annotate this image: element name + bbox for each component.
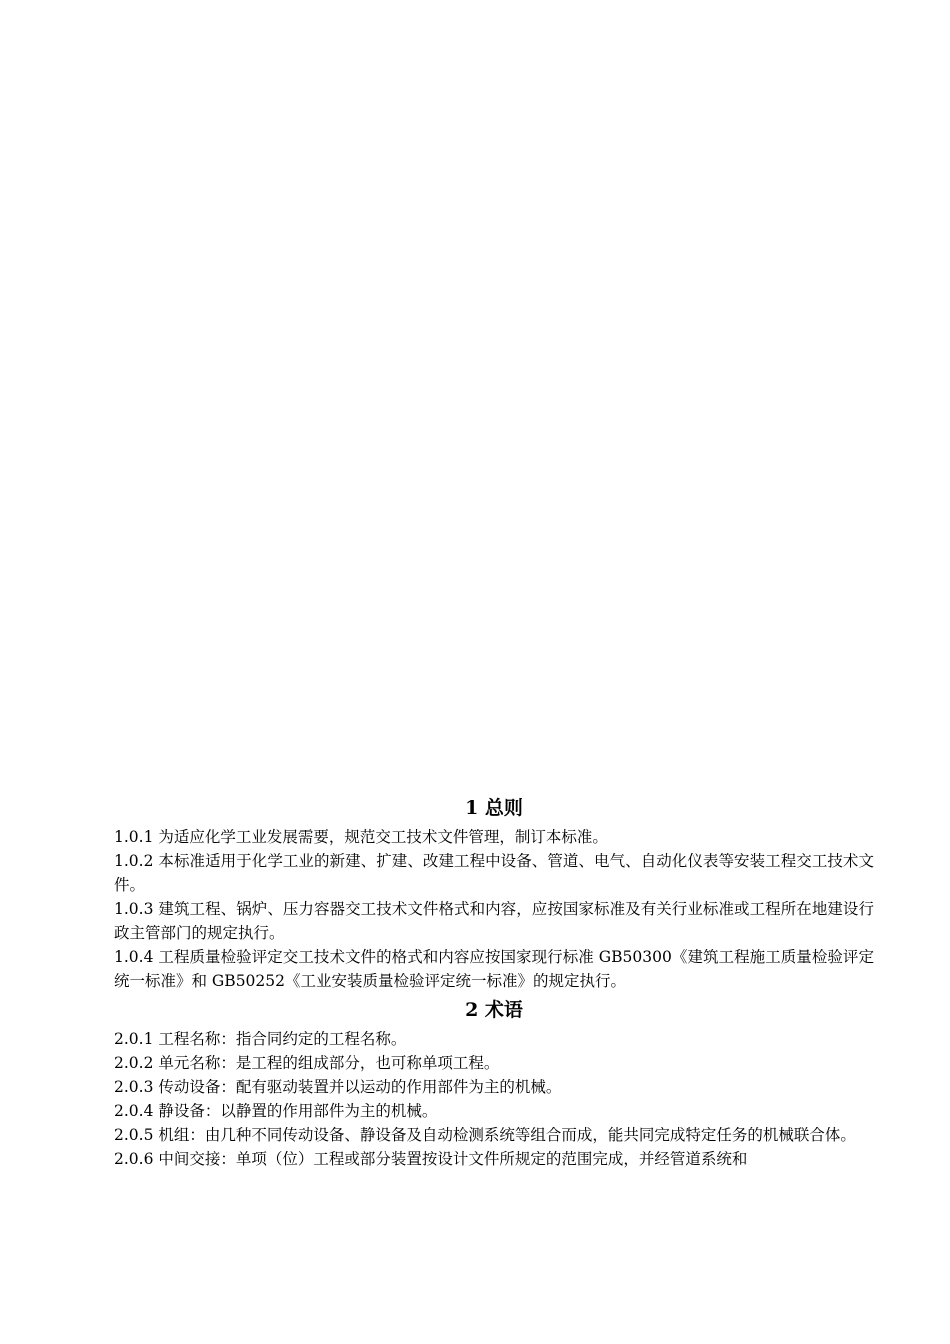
section-1-heading: 1 总则 xyxy=(465,797,523,819)
clause-2-0-1: 2.0.1 工程名称：指合同约定的工程名称。 xyxy=(114,1030,407,1048)
clause-2-0-2: 2.0.2 单元名称：是工程的组成部分，也可称单项工程。 xyxy=(114,1054,500,1072)
section-2-heading: 2 术语 xyxy=(465,999,523,1021)
clause-1-0-1: 1.0.1 为适应化学工业发展需要，规范交工技术文件管理，制订本标准。 xyxy=(114,828,608,846)
clause-1-0-3: 1.0.3 建筑工程、锅炉、压力容器交工技术文件格式和内容，应按国家标准及有关行业标准或工程所在地建设行政主管部门的规定执行。 xyxy=(114,900,874,942)
document-body xyxy=(114,793,874,1171)
clause-2-0-3: 2.0.3 传动设备：配有驱动装置并以运动的作用部件为主的机械。 xyxy=(114,1078,562,1096)
clause-2-0-5: 2.0.5 机组：由几种不同传动设备、静设备及自动检测系统等组合而成，能共同完成特定任务的机械联合体。 xyxy=(114,1126,856,1144)
clause-1-0-4: 1.0.4 工程质量检验评定交工技术文件的格式和内容应按国家现行标准 GB50300《建筑工程施工质量检验评定统一标准》和 GB50252《工业安装质量检验评定统一标准》的规定执行。 xyxy=(114,948,874,990)
clause-1-0-2: 1.0.2 本标准适用于化学工业的新建、扩建、改建工程中设备、管道、电气、自动化仪表等安装工程交工技术文件。 xyxy=(114,852,874,894)
clause-2-0-6: 2.0.6 中间交接：单项（位）工程或部分装置按设计文件所规定的范围完成，并经管道系统和 xyxy=(114,1150,748,1168)
clause-2-0-4: 2.0.4 静设备：以静置的作用部件为主的机械。 xyxy=(114,1102,438,1120)
